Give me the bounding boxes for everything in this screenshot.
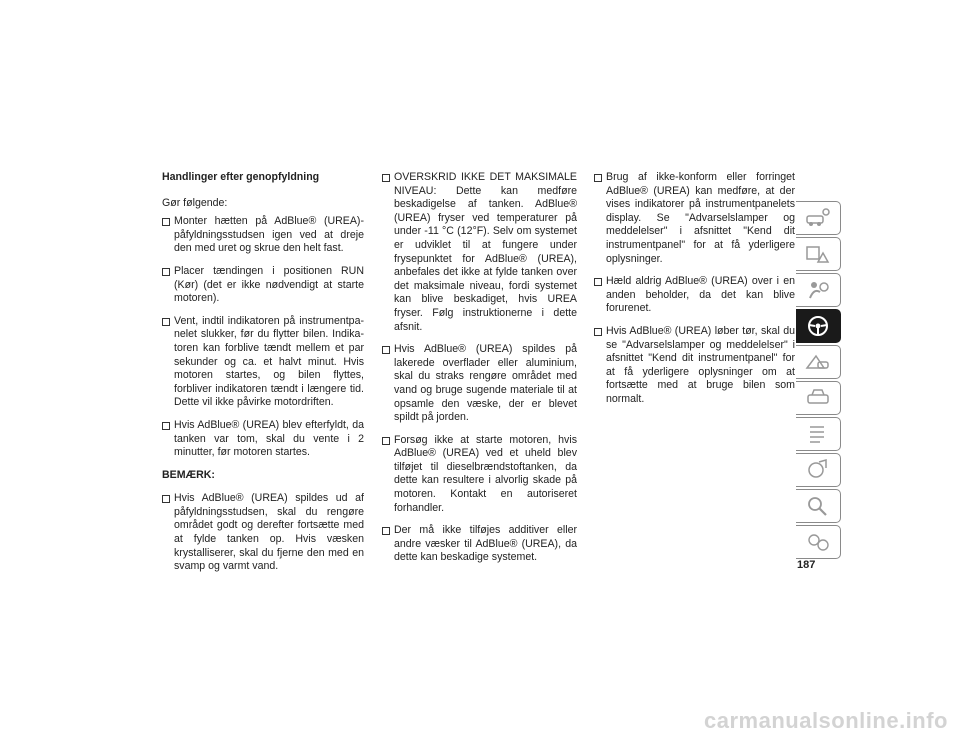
list-item: Brug af ikke-konform eller forringet AdBlue® (UREA) kan medføre, at der vises indikatorer på instrumentpanelets display. Se "Advarselslamper og meddelelser" i afsnittet "Kend dit instrumentpanel" for at få yderligere oplysninger. (594, 171, 795, 266)
list-item: Vent, indtil indikatoren på instrumentpanelet slukker, før du flytter bilen. Indikatoren kan forblive tændt mellem et par sekunder og ca. et halvt minut. Hvis motoren startes, og bilen flyttes, forbliver indikatoren tændt i længere tid. Dette vil ikke påvirke motordriften. (162, 315, 364, 410)
tab-multimedia[interactable] (796, 453, 841, 487)
checkbox-bullet-icon (382, 174, 390, 182)
tab-languages[interactable] (796, 525, 841, 559)
car-key-icon (804, 206, 832, 230)
tab-servicing[interactable] (796, 381, 841, 415)
column-1 (162, 171, 364, 583)
checkbox-bullet-icon (594, 328, 602, 336)
tab-technical-specifications[interactable] (796, 417, 841, 451)
list-item: Forsøg ikke at starte motoren, hvis AdBlue® (UREA) ved et uheld blev tilføjet til dieselbrændstoftanken, da dette kan resultere i alvorlig skade på motoren. Kontakt en autoriseret forhandler. (382, 434, 577, 516)
column-3 (594, 171, 795, 416)
checkbox-bullet-icon (162, 268, 170, 276)
checkbox-bullet-icon (162, 318, 170, 326)
column-2 (382, 171, 577, 574)
car-service-icon (804, 386, 832, 410)
safety-airbag-icon (804, 278, 832, 302)
list-item: Hvis AdBlue® (UREA) løber tør, skal du se "Advarselslamper og meddelelser" i afsnittet "Kend dit instrumentpanel" for at få yderligere oplysninger om at fortsætte med at bruge bilen som normalt. (594, 325, 795, 407)
steering-wheel-icon (804, 314, 832, 338)
note-label: BEMÆRK: (162, 468, 215, 481)
checkbox-bullet-icon (382, 437, 390, 445)
list-item: Placer tændingen i positionen RUN (Kør) (det er ikke nødvendigt at starte motoren). (162, 265, 364, 306)
checkbox-bullet-icon (162, 422, 170, 430)
checkbox-bullet-icon (382, 346, 390, 354)
tab-index[interactable] (796, 489, 841, 523)
checkbox-bullet-icon (594, 174, 602, 182)
search-index-icon (804, 494, 832, 518)
checkbox-bullet-icon (382, 527, 390, 535)
checkbox-bullet-icon (594, 278, 602, 286)
list-item: OVERSKRID IKKE DET MAKSIMALE NIVEAU: Dette kan medføre beskadigelse af tanken. AdBlue® (UREA) fryser ved temperaturer på under -11 °C (12°F). Selv om systemet er udviklet til at fungere under frysepunktet for AdBlue® (UREA), anbefales det ikke at fylde tanken over det maksimale niveau, fordi systemet kan blive beskadiget, hvis UREA fryser. Følg instruktionerne i dette afsnit. (382, 171, 577, 334)
list-item: Monter hætten på AdBlue® (UREA)-påfyldningsstudsen igen ved at dreje den med uret og skrue den helt fast. (162, 215, 364, 256)
tab-starting-and-operating[interactable] (796, 309, 841, 343)
page-number: 187 (797, 559, 816, 571)
multimedia-icon (804, 458, 832, 482)
chapter-tabs (796, 201, 842, 561)
list-item: Hvis AdBlue® (UREA) spildes på lakerede overflader eller aluminium, skal du straks rengøre området med vand og bruge sugende materiale til at opsamle den væske, der er blevet spildt på jorden. (382, 343, 577, 425)
tab-in-case-of-emergency[interactable] (796, 345, 841, 379)
list-item: Hæld aldrig AdBlue® (UREA) over i en anden beholder, da det kan blive forurenet. (594, 275, 795, 316)
tab-instrument-panel[interactable] (796, 237, 841, 271)
list-item: Hvis AdBlue® (UREA) blev efterfyldt, da tanken var tom, skal du vente i 2 minutter, før motoren startes. (162, 419, 364, 460)
checkbox-bullet-icon (162, 218, 170, 226)
checkbox-bullet-icon (162, 495, 170, 503)
section-heading: Handlinger efter genopfyldning (162, 171, 320, 183)
list-item: Hvis AdBlue® (UREA) spildes ud af påfyldningsstudsen, skal du rengøre området godt og derefter fortsætte med at fylde tanken op. Hvis væsken krystalliserer, skal du fjerne den med en svamp og varmt vand. (162, 492, 364, 574)
roadside-emergency-icon (804, 350, 832, 374)
dashboard-warning-icon (804, 242, 832, 266)
intro-text: Gør følgende: (162, 196, 228, 209)
tab-getting-to-know-vehicle[interactable] (796, 201, 841, 235)
watermark: carmanualsonline.info (704, 708, 948, 733)
specifications-list-icon (804, 422, 832, 446)
list-item: Der må ikke tilføjes additiver eller andre væsker til AdBlue® (UREA), da dette kan beskadige systemet. (382, 524, 577, 565)
language-icon (804, 530, 832, 554)
tab-safety[interactable] (796, 273, 841, 307)
